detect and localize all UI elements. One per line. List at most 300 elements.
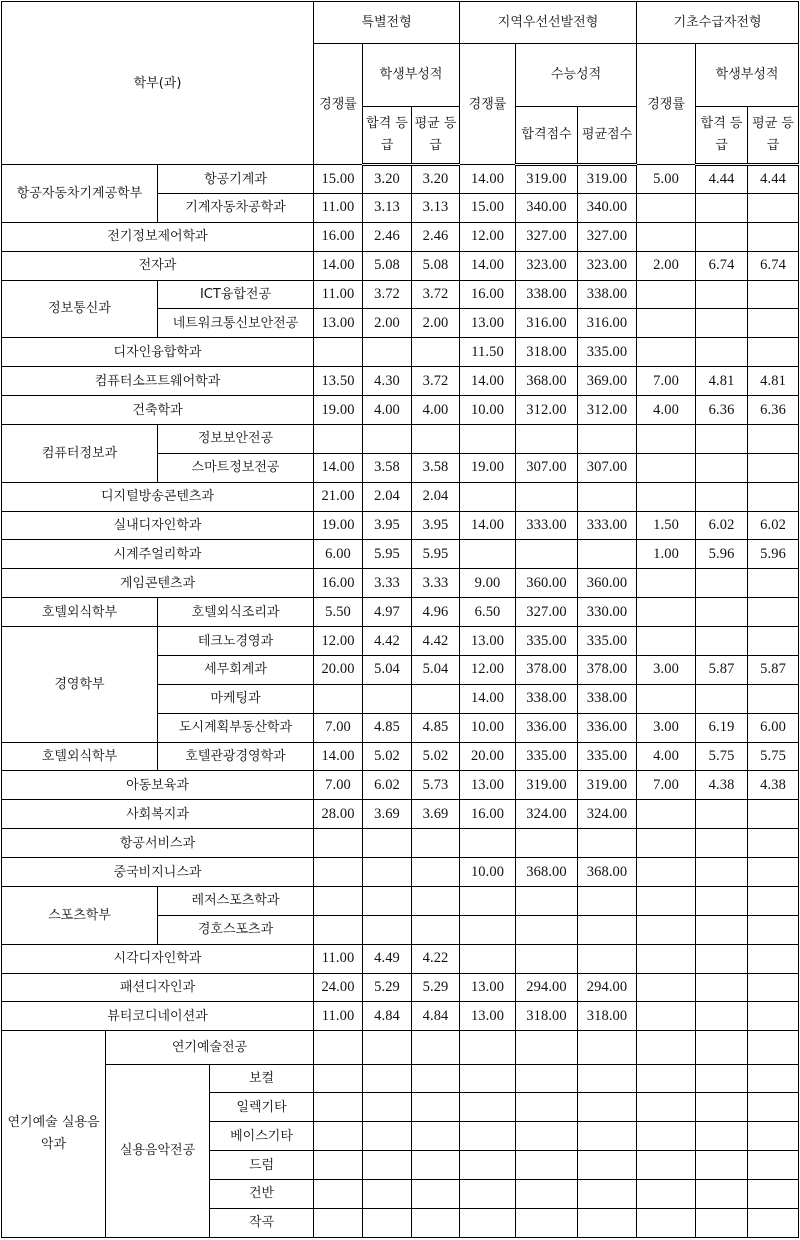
value-cell: 5.87 — [696, 655, 748, 684]
value-cell — [696, 1122, 748, 1151]
value-cell: 340.00 — [578, 193, 637, 222]
value-cell: 24.00 — [314, 973, 363, 1002]
value-cell: 28.00 — [314, 800, 363, 829]
value-cell: 2.46 — [412, 222, 460, 251]
value-cell: 3.33 — [412, 569, 460, 598]
value-cell: 4.42 — [363, 627, 412, 656]
value-cell: 318.00 — [578, 1002, 637, 1031]
value-cell: 2.46 — [363, 222, 412, 251]
value-cell — [637, 482, 696, 511]
value-cell — [748, 309, 799, 338]
value-cell: 368.00 — [516, 858, 578, 887]
value-cell: 4.00 — [363, 396, 412, 425]
value-cell: 319.00 — [516, 771, 578, 800]
value-cell — [578, 424, 637, 453]
value-cell: 20.00 — [314, 655, 363, 684]
value-cell: 4.85 — [412, 713, 460, 742]
value-cell: 10.00 — [460, 396, 516, 425]
value-cell: 6.00 — [748, 713, 799, 742]
value-cell — [314, 829, 363, 858]
value-cell — [748, 915, 799, 944]
value-cell: 5.87 — [748, 655, 799, 684]
value-cell — [412, 1031, 460, 1064]
value-cell: 13.00 — [460, 1002, 516, 1031]
value-cell: 335.00 — [578, 338, 637, 367]
dept-name: 레저스포츠학과 — [158, 886, 314, 915]
table-row — [2, 251, 799, 280]
value-cell: 3.33 — [363, 569, 412, 598]
dept-name: 전자과 — [2, 251, 314, 280]
value-cell: 7.00 — [637, 771, 696, 800]
table-row — [2, 569, 799, 598]
value-cell — [637, 973, 696, 1002]
value-cell — [516, 944, 578, 973]
value-cell: 7.00 — [637, 367, 696, 396]
value-cell — [363, 1093, 412, 1122]
value-cell: 5.50 — [314, 598, 363, 627]
dept-name: 패션디자인과 — [2, 973, 314, 1002]
value-cell — [748, 598, 799, 627]
value-cell: 11.00 — [314, 944, 363, 973]
value-cell: 11.00 — [314, 280, 363, 309]
header-special-avg-grade: 평균 등급 — [412, 106, 460, 164]
value-cell: 11.00 — [314, 1002, 363, 1031]
group-aero-auto: 항공자동차기계공학부 — [2, 165, 158, 223]
value-cell — [748, 1031, 799, 1064]
value-cell — [314, 1093, 363, 1122]
value-cell — [637, 829, 696, 858]
value-cell — [696, 1031, 748, 1064]
value-cell: 5.75 — [748, 742, 799, 771]
value-cell — [748, 569, 799, 598]
value-cell: 2.00 — [412, 309, 460, 338]
value-cell — [696, 1064, 748, 1093]
value-cell — [363, 1064, 412, 1093]
value-cell — [363, 1151, 412, 1180]
value-cell — [412, 1151, 460, 1180]
table-row — [2, 540, 799, 569]
value-cell: 324.00 — [578, 800, 637, 829]
value-cell — [748, 800, 799, 829]
value-cell: 327.00 — [578, 222, 637, 251]
value-cell: 335.00 — [578, 742, 637, 771]
value-cell — [696, 886, 748, 915]
value-cell: 9.00 — [460, 569, 516, 598]
value-cell — [696, 1151, 748, 1180]
value-cell: 10.00 — [460, 858, 516, 887]
value-cell — [578, 1122, 637, 1151]
value-cell — [363, 684, 412, 713]
header-regional-pass-score: 합격점수 — [516, 106, 578, 164]
value-cell: 16.00 — [460, 800, 516, 829]
value-cell: 3.58 — [412, 453, 460, 482]
value-cell: 6.74 — [748, 251, 799, 280]
value-cell — [696, 598, 748, 627]
value-cell: 14.00 — [460, 251, 516, 280]
value-cell: 11.00 — [314, 193, 363, 222]
value-cell: 4.22 — [412, 944, 460, 973]
value-cell — [412, 1122, 460, 1151]
value-cell — [748, 193, 799, 222]
dept-name: 호텔관광경영학과 — [158, 742, 314, 771]
value-cell — [696, 1002, 748, 1031]
dept-name: 항공서비스과 — [2, 829, 314, 858]
value-cell — [460, 944, 516, 973]
value-cell — [516, 482, 578, 511]
header-basic-rate: 경쟁률 — [637, 44, 696, 165]
value-cell — [637, 915, 696, 944]
value-cell — [412, 684, 460, 713]
value-cell — [696, 569, 748, 598]
value-cell: 1.50 — [637, 511, 696, 540]
dept-name: 시계주얼리학과 — [2, 540, 314, 569]
value-cell: 1.00 — [637, 540, 696, 569]
value-cell — [460, 424, 516, 453]
value-cell — [748, 973, 799, 1002]
value-cell — [637, 193, 696, 222]
value-cell: 3.13 — [363, 193, 412, 222]
value-cell: 14.00 — [460, 165, 516, 194]
value-cell — [314, 1031, 363, 1064]
value-cell: 5.04 — [363, 655, 412, 684]
value-cell — [748, 222, 799, 251]
value-cell — [314, 1208, 363, 1237]
value-cell: 14.00 — [460, 684, 516, 713]
value-cell: 10.00 — [460, 713, 516, 742]
value-cell: 4.38 — [696, 771, 748, 800]
value-cell — [412, 915, 460, 944]
dept-name: 테크노경영과 — [158, 627, 314, 656]
value-cell — [314, 1180, 363, 1209]
value-cell — [696, 915, 748, 944]
value-cell: 2.00 — [363, 309, 412, 338]
value-cell: 4.97 — [363, 598, 412, 627]
value-cell — [637, 858, 696, 887]
value-cell: 6.02 — [363, 771, 412, 800]
value-cell: 5.00 — [637, 165, 696, 194]
admission-results-table — [1, 1, 799, 1238]
value-cell — [578, 482, 637, 511]
value-cell: 3.20 — [363, 165, 412, 194]
value-cell — [578, 1064, 637, 1093]
table-row — [2, 511, 799, 540]
value-cell — [314, 1122, 363, 1151]
header-regional-avg-score: 평균점수 — [578, 106, 637, 164]
value-cell — [460, 1031, 516, 1064]
table-row — [2, 424, 799, 453]
value-cell: 312.00 — [516, 396, 578, 425]
value-cell — [748, 453, 799, 482]
dept-name: 시각디자인학과 — [2, 944, 314, 973]
value-cell — [314, 1064, 363, 1093]
dept-name: 스마트정보전공 — [158, 453, 314, 482]
value-cell: 5.73 — [412, 771, 460, 800]
value-cell — [578, 1208, 637, 1237]
value-cell — [696, 684, 748, 713]
dept-name: 도시계획부동산학과 — [158, 713, 314, 742]
table-row — [2, 165, 799, 194]
value-cell — [748, 1064, 799, 1093]
value-cell — [314, 858, 363, 887]
value-cell — [412, 338, 460, 367]
value-cell — [412, 1208, 460, 1237]
value-cell: 3.95 — [412, 511, 460, 540]
value-cell — [412, 886, 460, 915]
value-cell: 4.38 — [748, 771, 799, 800]
value-cell: 333.00 — [578, 511, 637, 540]
table-row — [2, 829, 799, 858]
value-cell — [696, 482, 748, 511]
value-cell: 330.00 — [578, 598, 637, 627]
value-cell: 14.00 — [460, 511, 516, 540]
value-cell — [637, 1002, 696, 1031]
value-cell: 4.00 — [637, 396, 696, 425]
value-cell: 3.00 — [637, 713, 696, 742]
value-cell — [748, 1093, 799, 1122]
value-cell: 2.04 — [412, 482, 460, 511]
header-special: 특별전형 — [314, 2, 460, 44]
value-cell — [460, 1064, 516, 1093]
value-cell: 5.29 — [363, 973, 412, 1002]
value-cell — [696, 627, 748, 656]
dept-name: 정보보안전공 — [158, 424, 314, 453]
value-cell: 4.81 — [748, 367, 799, 396]
value-cell: 5.75 — [696, 742, 748, 771]
value-cell — [748, 482, 799, 511]
header-regional: 지역우선선발전형 — [460, 2, 637, 44]
dept-name: 디자인융합학과 — [2, 338, 314, 367]
value-cell: 13.00 — [460, 973, 516, 1002]
value-cell — [637, 1208, 696, 1237]
value-cell: 4.81 — [696, 367, 748, 396]
value-cell: 4.84 — [412, 1002, 460, 1031]
value-cell: 323.00 — [516, 251, 578, 280]
value-cell — [363, 886, 412, 915]
value-cell: 336.00 — [578, 713, 637, 742]
value-cell: 336.00 — [516, 713, 578, 742]
value-cell: 4.44 — [748, 165, 799, 194]
value-cell — [696, 829, 748, 858]
value-cell — [460, 540, 516, 569]
value-cell: 5.29 — [412, 973, 460, 1002]
value-cell: 4.85 — [363, 713, 412, 742]
value-cell — [363, 1208, 412, 1237]
value-cell — [637, 1122, 696, 1151]
value-cell: 5.96 — [748, 540, 799, 569]
dept-name: 보컬 — [210, 1064, 314, 1093]
value-cell: 335.00 — [516, 742, 578, 771]
value-cell — [637, 684, 696, 713]
value-cell — [637, 280, 696, 309]
value-cell — [637, 944, 696, 973]
dept-name: 게임콘텐츠과 — [2, 569, 314, 598]
value-cell: 14.00 — [314, 453, 363, 482]
header-special-rate: 경쟁률 — [314, 44, 363, 165]
value-cell: 5.95 — [412, 540, 460, 569]
dept-name: 세무회계과 — [158, 655, 314, 684]
table-row — [2, 280, 799, 309]
value-cell: 3.72 — [363, 280, 412, 309]
value-cell: 16.00 — [460, 280, 516, 309]
value-cell: 5.08 — [412, 251, 460, 280]
value-cell: 7.00 — [314, 713, 363, 742]
value-cell: 13.00 — [314, 309, 363, 338]
value-cell: 14.00 — [460, 367, 516, 396]
value-cell: 4.42 — [412, 627, 460, 656]
value-cell: 294.00 — [578, 973, 637, 1002]
value-cell: 13.00 — [460, 309, 516, 338]
value-cell: 12.00 — [460, 655, 516, 684]
header-special-pass-grade: 합격 등급 — [363, 106, 412, 164]
value-cell — [696, 338, 748, 367]
value-cell — [412, 1093, 460, 1122]
value-cell: 4.00 — [637, 742, 696, 771]
group-acting-music: 연기예술 실용음악과 — [2, 1031, 106, 1238]
value-cell: 4.00 — [412, 396, 460, 425]
value-cell: 318.00 — [516, 1002, 578, 1031]
value-cell: 360.00 — [578, 569, 637, 598]
value-cell — [363, 858, 412, 887]
value-cell: 5.08 — [363, 251, 412, 280]
table-row — [2, 1002, 799, 1031]
value-cell — [637, 800, 696, 829]
table-row — [2, 1031, 799, 1064]
dept-name: 드럼 — [210, 1151, 314, 1180]
value-cell: 19.00 — [314, 396, 363, 425]
dept-name: ICT융합전공 — [158, 280, 314, 309]
value-cell — [314, 1151, 363, 1180]
value-cell — [460, 1122, 516, 1151]
value-cell: 19.00 — [460, 453, 516, 482]
value-cell: 5.04 — [412, 655, 460, 684]
dept-name: 마케팅과 — [158, 684, 314, 713]
header-regional-suneung: 수능성적 — [516, 44, 637, 106]
dept-name: 전기정보제어학과 — [2, 222, 314, 251]
dept-name: 호텔외식조리과 — [158, 598, 314, 627]
table-row — [2, 973, 799, 1002]
value-cell — [516, 1093, 578, 1122]
value-cell: 14.00 — [314, 742, 363, 771]
value-cell — [516, 829, 578, 858]
value-cell — [363, 915, 412, 944]
value-cell: 2.04 — [363, 482, 412, 511]
header-special-record: 학생부성적 — [363, 44, 460, 106]
table-row — [2, 886, 799, 915]
dept-name: 아동보육과 — [2, 771, 314, 800]
value-cell: 327.00 — [516, 598, 578, 627]
value-cell: 20.00 — [460, 742, 516, 771]
dept-name: 건축학과 — [2, 396, 314, 425]
value-cell — [314, 424, 363, 453]
value-cell: 319.00 — [516, 165, 578, 194]
value-cell — [578, 886, 637, 915]
value-cell: 318.00 — [516, 338, 578, 367]
table-row — [2, 858, 799, 887]
value-cell: 6.36 — [696, 396, 748, 425]
value-cell: 335.00 — [578, 627, 637, 656]
value-cell: 333.00 — [516, 511, 578, 540]
value-cell — [748, 1002, 799, 1031]
group-practical-music: 실용음악전공 — [106, 1064, 210, 1237]
value-cell — [363, 1122, 412, 1151]
value-cell: 15.00 — [314, 165, 363, 194]
table-row — [2, 627, 799, 656]
header-regional-rate: 경쟁률 — [460, 44, 516, 165]
value-cell: 6.02 — [748, 511, 799, 540]
value-cell — [637, 1031, 696, 1064]
dept-name: 연기예술전공 — [106, 1031, 314, 1064]
value-cell: 3.95 — [363, 511, 412, 540]
value-cell — [748, 1122, 799, 1151]
value-cell — [460, 1093, 516, 1122]
value-cell — [578, 1180, 637, 1209]
value-cell — [460, 482, 516, 511]
value-cell — [578, 1151, 637, 1180]
value-cell — [696, 858, 748, 887]
dept-name: 컴퓨터소프트웨어학과 — [2, 367, 314, 396]
value-cell — [637, 338, 696, 367]
value-cell: 338.00 — [578, 684, 637, 713]
value-cell: 21.00 — [314, 482, 363, 511]
dept-name: 디지털방송콘텐츠과 — [2, 482, 314, 511]
value-cell: 3.69 — [412, 800, 460, 829]
value-cell: 6.74 — [696, 251, 748, 280]
value-cell: 369.00 — [578, 367, 637, 396]
value-cell — [412, 424, 460, 453]
dept-name: 경호스포츠과 — [158, 915, 314, 944]
header-dept: 학부(과) — [2, 2, 314, 165]
value-cell — [748, 1208, 799, 1237]
value-cell: 6.19 — [696, 713, 748, 742]
value-cell — [516, 1122, 578, 1151]
value-cell — [578, 829, 637, 858]
value-cell: 11.50 — [460, 338, 516, 367]
value-cell — [516, 1208, 578, 1237]
value-cell: 319.00 — [578, 165, 637, 194]
value-cell — [637, 1151, 696, 1180]
value-cell: 319.00 — [578, 771, 637, 800]
value-cell: 3.58 — [363, 453, 412, 482]
value-cell: 378.00 — [578, 655, 637, 684]
value-cell: 338.00 — [516, 280, 578, 309]
table-row — [2, 367, 799, 396]
group-info-comm: 정보통신과 — [2, 280, 158, 338]
value-cell: 13.00 — [460, 627, 516, 656]
value-cell: 6.02 — [696, 511, 748, 540]
table-row — [2, 482, 799, 511]
value-cell — [516, 424, 578, 453]
table-row — [2, 944, 799, 973]
value-cell — [314, 886, 363, 915]
value-cell: 3.72 — [412, 280, 460, 309]
value-cell — [578, 915, 637, 944]
value-cell: 3.20 — [412, 165, 460, 194]
value-cell — [696, 973, 748, 1002]
value-cell: 14.00 — [314, 251, 363, 280]
value-cell — [363, 1031, 412, 1064]
value-cell — [696, 309, 748, 338]
value-cell: 360.00 — [516, 569, 578, 598]
value-cell — [748, 338, 799, 367]
value-cell — [637, 424, 696, 453]
value-cell — [637, 1064, 696, 1093]
value-cell — [412, 1180, 460, 1209]
value-cell — [637, 886, 696, 915]
value-cell: 7.00 — [314, 771, 363, 800]
value-cell: 324.00 — [516, 800, 578, 829]
value-cell: 316.00 — [516, 309, 578, 338]
value-cell — [637, 453, 696, 482]
